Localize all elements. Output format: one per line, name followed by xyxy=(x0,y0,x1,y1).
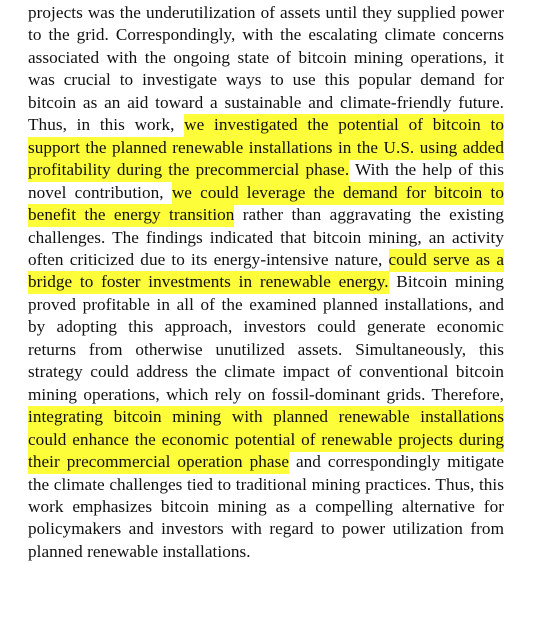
highlighted-text[interactable]: we could leverage the demand for bitcoin to benefit the energy transition xyxy=(28,182,504,227)
highlighted-text[interactable]: integrating bitcoin mining with planned renewable installations could enhance the economic potential of renewable projects during their precommercial operation phase xyxy=(28,406,504,474)
text-segment: rather than aggravating the existing challenges. The findings indicated that bitcoin mining, an activity often criticized due to its energy-intensive nature, xyxy=(28,205,504,269)
text-segment: and correspondingly mitigate the climate challenges tied to traditional mining practices. Thus, this work emphasizes bitcoin mining as a compelling alternative for policymakers and investors with regard to power utilization from planned renewable installations. xyxy=(28,452,505,561)
paragraph-text xyxy=(28,2,504,563)
text-segment: Bitcoin mining proved profitable in all of the examined planned installations, and by adopting this approach, investors could generate economic returns from otherwise unutilized assets. Simultaneously, this strategy could address the climate impact of conventional bitcoin mining operations, which rely on fossil-dominant grids. Therefore, xyxy=(28,272,504,404)
highlighted-text[interactable]: we investigated the potential of bitcoin to support the planned renewable installations in the U.S. using added profitability during the precommercial phase. xyxy=(28,114,504,182)
paragraph xyxy=(28,2,504,563)
text-segment: projects was the underutilization of assets until they supplied power to the grid. Correspondingly, with the escalating climate concerns associated with the ongoing state of bitcoin mining operations, it was crucial to investigate ways to use this popular demand for bitcoin as an aid toward a sustainable and climate-friendly future. Thus, in this work, xyxy=(28,3,504,135)
highlighted-text[interactable]: could serve as a bridge to foster investments in renewable energy. xyxy=(28,249,504,294)
text-segment: With the help of this novel contribution, xyxy=(28,160,504,202)
